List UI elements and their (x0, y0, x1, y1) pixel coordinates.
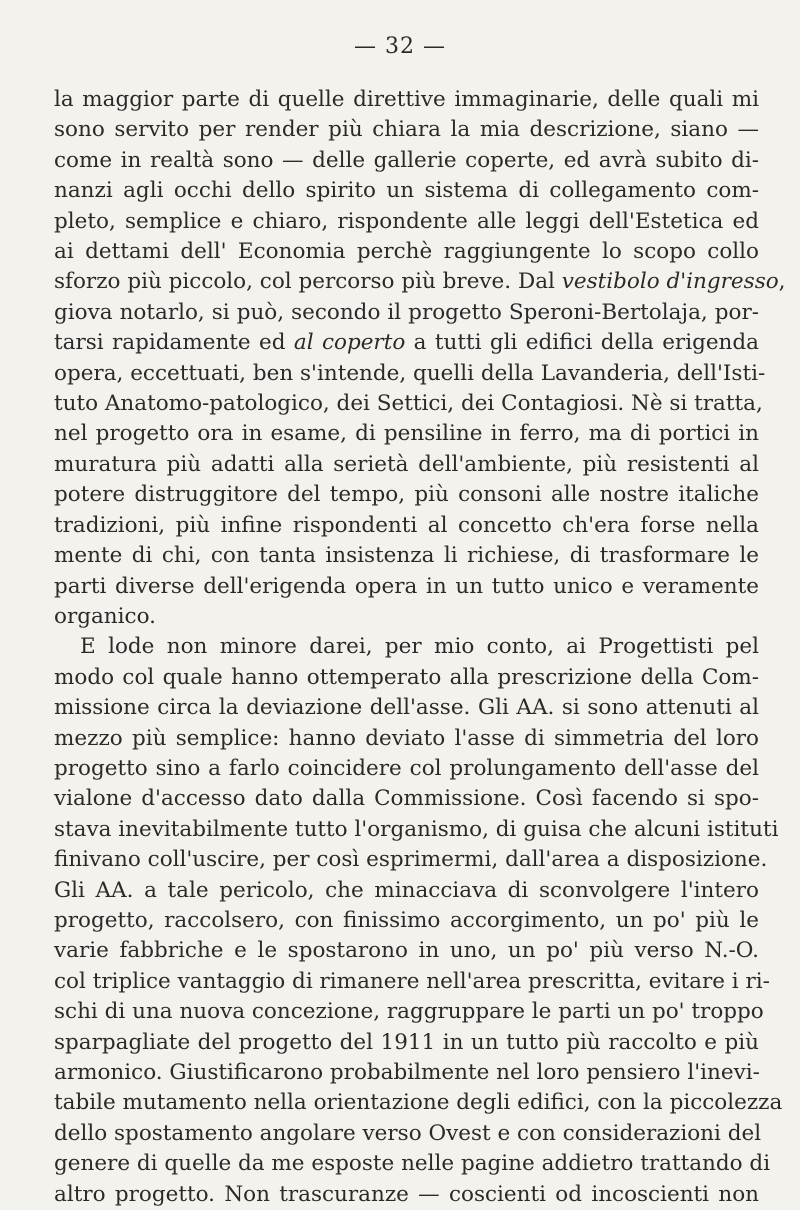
text-line: stava inevitabilmente tutto l'organismo, di guisa che alcuni istituti (54, 816, 779, 842)
text-line: varie fabbriche e le spostarono in uno, un po' più verso N.-O. (54, 938, 759, 964)
text-line: opera, eccettuati, ben s'intende, quelli della Lavanderia, dell'Isti- (54, 360, 766, 386)
text-line: pleto, semplice e chiaro, rispondente alle leggi dell'Estetica ed (54, 208, 759, 234)
text-line: tarsi rapidamente ed al coperto a tutti gli edifici della erigenda (54, 330, 759, 356)
text-line: col triplice vantaggio di rimanere nell'area prescritta, evitare i ri- (54, 968, 770, 994)
text-line: armonico. Giustificarono probabilmente nel loro pensiero l'inevi- (54, 1060, 760, 1085)
text-line: nel progetto ora in esame, di pensiline in ferro, ma di portici in (54, 421, 759, 447)
text-line: sparpagliate del progetto del 1911 in un tutto più raccolto e più (54, 1029, 759, 1055)
text-line: finivano coll'uscire, per così esprimermi, dall'area a disposizione. (54, 847, 768, 873)
text-line: sono servito per render più chiara la mia descrizione, siano — (54, 117, 759, 143)
page-number: — 32 — (354, 34, 446, 59)
text-line: la maggior parte di quelle direttive immaginarie, delle quali mi (54, 87, 759, 112)
italic-term: vestibolo d'ingresso (561, 269, 779, 295)
body-text (54, 85, 786, 1210)
text-line: mezzo più semplice: hanno deviato l'asse di simmetria del loro (54, 725, 759, 751)
text-line: potere distruggitore del tempo, più consoni alle nostre italiche (54, 482, 759, 508)
text-line: sforzo più piccolo, col percorso più breve. Dal vestibolo d'ingresso, (54, 269, 786, 295)
text-line: modo col quale hanno ottemperato alla prescrizione della Com- (54, 664, 759, 690)
paragraph (54, 632, 783, 1210)
text-line: schi di una nuova concezione, raggruppare le parti un po' troppo (54, 999, 764, 1025)
paragraph (54, 85, 786, 632)
text-line: tuto Anatomo-patologico, dei Settici, dei Contagiosi. Nè si tratta, (54, 391, 763, 417)
text-line: tradizioni, più infine rispondenti al concetto ch'era forse nella (54, 512, 759, 538)
text-line: ai dettami dell' Economia perchè raggiungente lo scopo collo (54, 239, 759, 265)
text-line: come in realtà sono — delle gallerie coperte, ed avrà subito di- (54, 147, 759, 173)
text-line: muratura più adatti alla serietà dell'ambiente, più resistenti al (54, 451, 759, 477)
text-line: altro progetto. Non trascuranze — coscienti od incoscienti non (54, 1181, 759, 1207)
text-line: vialone d'accesso dato dalla Commissione. Così facendo si spo- (54, 786, 759, 812)
text-line: tabile mutamento nella orientazione degli edifici, con la piccolezza (54, 1090, 783, 1116)
text-line: genere di quelle da me esposte nelle pagine addietro trattando di (54, 1151, 771, 1177)
text-line: E lode non minore darei, per mio conto, ai Progettisti pel (80, 634, 759, 660)
text-line: parti diverse dell'erigenda opera in un tutto unico e veramente (54, 573, 759, 599)
text-line: Gli AA. a tale pericolo, che minacciava di sconvolgere l'intero (54, 877, 759, 903)
text-line: mente di chi, con tanta insistenza li richiese, di trasformare le (54, 543, 759, 569)
text-line: progetto sino a farlo coincidere col prolungamento dell'asse del (54, 755, 759, 781)
text-line: nanzi agli occhi dello spirito un sistema di collegamento com- (54, 178, 759, 204)
text-line: missione circa la deviazione dell'asse. Gli AA. si sono attenuti al (54, 695, 759, 721)
text-line: progetto, raccolsero, con finissimo accorgimento, un po' più le (54, 907, 759, 933)
text-line: giova notarlo, si può, secondo il progetto Speroni-Bertolaja, por- (54, 299, 759, 325)
italic-term: al coperto (293, 330, 406, 356)
text-line: dello spostamento angolare verso Ovest e con considerazioni del (54, 1120, 762, 1146)
text-line: organico. (54, 603, 156, 629)
